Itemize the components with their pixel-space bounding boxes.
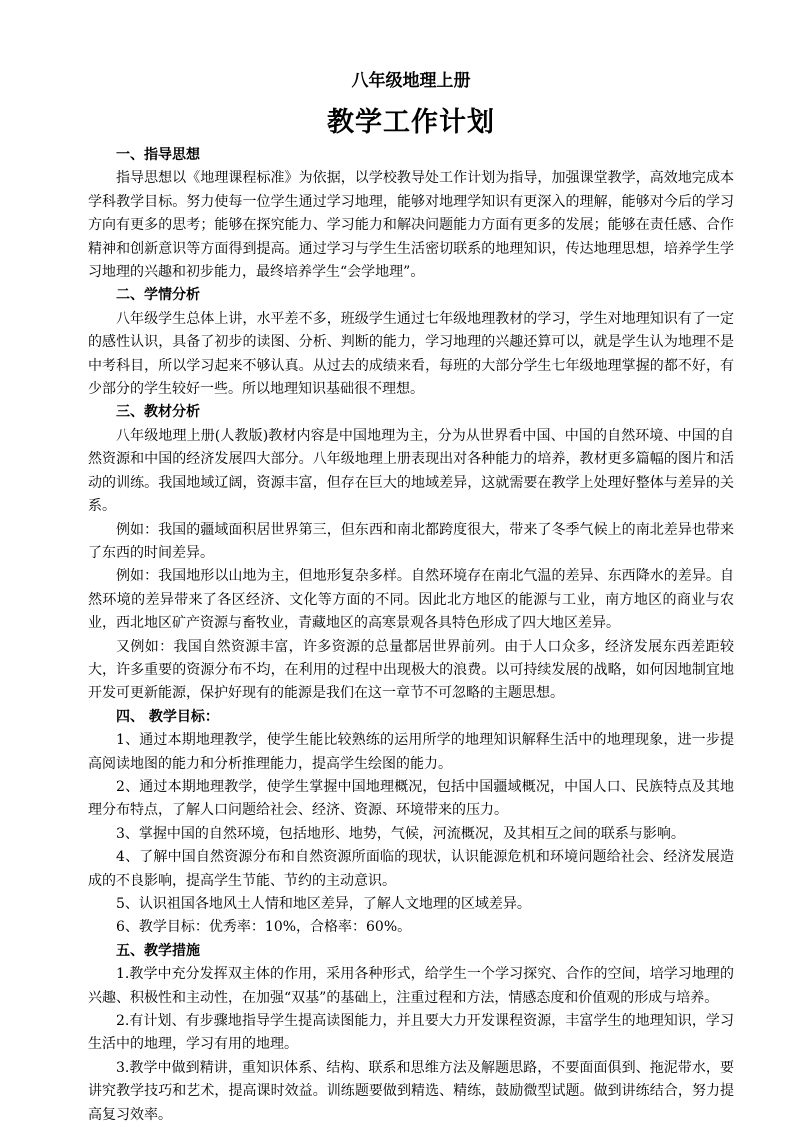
section-paragraph: 5、认识祖国各地风土人情和地区差异，了解人文地理的区域差异。 bbox=[116, 896, 531, 912]
section-paragraph: 例如：我国地形以山地为主，但地形复杂多样。自然环境存在南北气温的差异、东西降水的差异。自然环境的差异带来了各区经济、文化等方面的不同。因此北方地区的能源与工业，南方地区的商业与农业，西北地区矿产资源与畜牧业，青藏地区的高寒景观各具特色形成了四大地区差异。 bbox=[88, 568, 734, 632]
section-heading: 五、教学措施 bbox=[116, 942, 200, 959]
section-paragraph: 3、掌握中国的自然环境，包括地形、地势，气候，河流概况，及其相互之间的联系与影响。 bbox=[116, 825, 685, 842]
section-guiding-ideology bbox=[88, 144, 734, 284]
section-textbook-analysis bbox=[88, 401, 734, 705]
document-page bbox=[88, 68, 734, 1127]
section-paragraph: 又例如：我国自然资源丰富，许多资源的总量都居世界前列。由于人口众多，经济发展东西差距较大，许多重要的资源分布不均，在利用的过程中出现极大的浪费。以可持续发展的战略，如何因地制宜地开发可更新能源，保护好现有的能源是我们在这一章节不可忽略的主题思想。 bbox=[88, 638, 734, 702]
document-title: 教学工作计划 bbox=[327, 107, 495, 138]
section-paragraph: 例如：我国的疆域面积居世界第三，但东西和南北都跨度很大，带来了冬季气候上的南北差异也带来了东西的时间差异。 bbox=[88, 521, 734, 561]
section-heading: 四、 教学目标： bbox=[116, 708, 219, 725]
section-paragraph: 3.教学中做到精讲，重知识体系、结构、联系和思维方法及解题思路，不要面面俱到、拖泥带水，要讲究教学技巧和艺术，提高课时效益。训练题要做到精选、精练，鼓励微型试题。做到讲练结合，努力提高复习效率。 bbox=[88, 1059, 734, 1123]
section-heading: 一、指导思想 bbox=[116, 147, 200, 163]
section-heading: 二、学情分析 bbox=[116, 287, 200, 304]
section-paragraph: 指导思想以《地理课程标准》为依据，以学校教导处工作计划为指导，加强课堂教学，高效地完成本学科教学目标。努力使每一位学生通过学习地理，能够对地理学知识有更深入的理解，能够对今后的学习方向有更多的思考；能够在探究能力、学习能力和解决问题能力方面有更多的发展；能够在责任感、合作精神和创新意识等方面得到提高。通过学习与学生生活密切联系的地理知识，传达地理思想，培养学生学习地理的兴趣和初步能力，最终培养学生“会学地理”。 bbox=[88, 170, 734, 281]
section-paragraph: 1、通过本期地理教学，使学生能比较熟练的运用所学的地理知识解释生活中的地理现象，进一步提高阅读地图的能力和分析推理能力，提高学生绘图的能力。 bbox=[88, 732, 734, 772]
section-paragraph: 2.有计划、有步骤地指导学生提高读图能力，并且要大力开发课程资源，丰富学生的地理知识，学习生活中的地理，学习有用的地理。 bbox=[88, 1013, 734, 1053]
section-teaching-goals bbox=[88, 706, 734, 940]
section-teaching-measures bbox=[88, 940, 734, 1127]
section-paragraph: 6、教学目标：优秀率：10%，合格率：60%。 bbox=[116, 919, 412, 936]
section-student-analysis bbox=[88, 284, 734, 401]
section-heading: 三、教材分析 bbox=[116, 404, 200, 421]
section-paragraph: 八年级学生总体上讲，水平差不多，班级学生通过七年级地理教材的学习，学生对地理知识有了一定的感性认识，具备了初步的读图、分析、判断的能力，学习地理的兴趣还算可以，就是学生认为地理不是中考科目，所以学习起来不够认真。从过去的成绩来看，每班的大部分学生七年级地理掌握的都不好，有少部分的学生较好一些。所以地理知识基础很不理想。 bbox=[88, 310, 734, 398]
document-subtitle: 八年级地理上册 bbox=[351, 71, 471, 91]
section-paragraph: 1.教学中充分发挥双主体的作用，采用各种形式，给学生一个学习探究、合作的空间，培学习地理的兴趣、积极性和主动性，在加强“双基”的基础上，注重过程和方法，情感态度和价值观的形成与培养。 bbox=[88, 966, 734, 1006]
section-paragraph: 4、了解中国自然资源分布和自然资源所面临的现状，认识能源危机和环境问题给社会、经济发展造成的不良影响，提高学生节能、节约的主动意识。 bbox=[88, 849, 734, 889]
section-paragraph: 2、通过本期地理教学，使学生掌握中国地理概况，包括中国疆域概况，中国人口、民族特点及其地理分布特点，了解人口问题给社会、经济、资源、环境带来的压力。 bbox=[88, 778, 734, 819]
section-paragraph: 八年级地理上册(人教版)教材内容是中国地理为主，分为从世界看中国、中国的自然环境、中国的自然资源和中国的经济发展四大部分。八年级地理上册表现出对各种能力的培养，教材更多篇幅的图片和活动的训练。我国地域辽阔，资源丰富，但存在巨大的地域差异，这就需要在教学上处理好整体与差异的关系。 bbox=[88, 427, 734, 515]
document-body bbox=[88, 144, 734, 1127]
